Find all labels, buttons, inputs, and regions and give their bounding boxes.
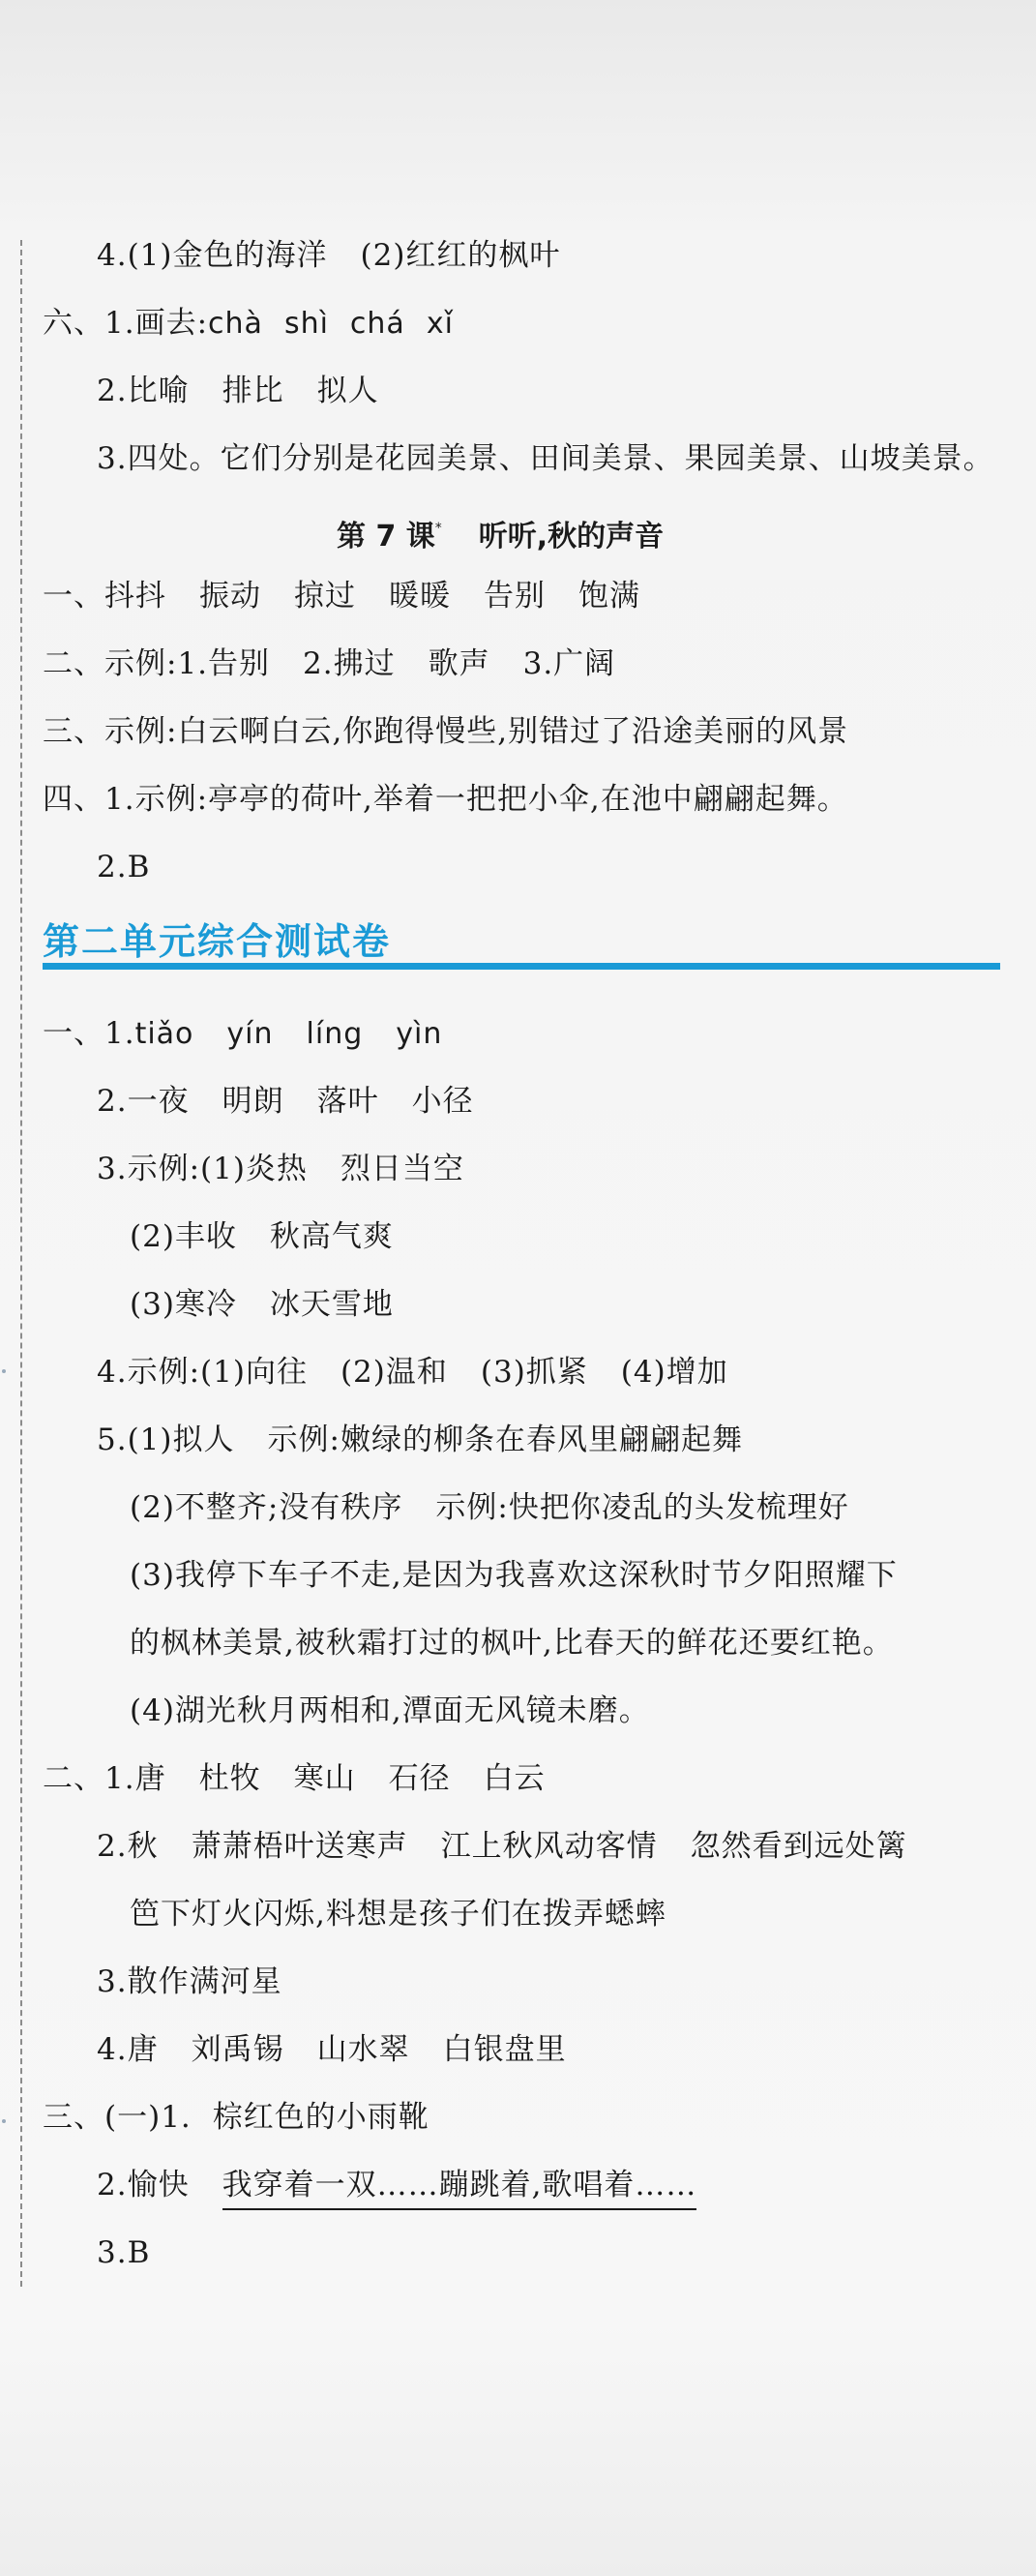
answer-text: 3.广阔 [522, 646, 616, 681]
lesson-answer-3 [43, 710, 848, 753]
pinyin-text: xǐ [426, 307, 454, 341]
unit-answer-1-5-4 [130, 1690, 650, 1732]
answer-text: 明朗 [222, 1084, 284, 1119]
unit-answer-3-2 [97, 2164, 696, 2210]
unit-answer-1-2 [97, 1080, 474, 1123]
item-label: 2. [97, 1829, 128, 1864]
answer-text: (2)温和 [340, 1355, 448, 1390]
answer-text: 示例:白云啊白云,你跑得慢些,别错过了沿途美丽的风景 [104, 714, 849, 749]
answer-text: 秋高气爽 [269, 1219, 394, 1254]
answer-text: (4)湖光秋月两相和,潭面无风镜未磨。 [130, 1693, 650, 1728]
unit-answer-1-4 [97, 1351, 728, 1393]
left-margin-rule [20, 240, 22, 2287]
answer-text: 画去: [134, 306, 209, 341]
answer-text: 散作满河星 [127, 1964, 282, 1999]
answer-text: 白银盘里 [442, 2032, 567, 2067]
answer-text: 杜牧 [198, 1761, 261, 1796]
answer-text: 江上秋风动客情 [440, 1829, 658, 1864]
pinyin-text: líng [306, 1017, 364, 1051]
pinyin-text: shì [283, 307, 329, 341]
answer-text: 示例:快把你凌乱的头发梳理好 [435, 1490, 849, 1525]
pinyin-text: chá [349, 307, 405, 341]
pinyin-text: yín [226, 1017, 274, 1051]
answer-text: 棕红色的小雨靴 [212, 2100, 429, 2135]
item-label: 2. [97, 374, 128, 408]
unit-answer-1-3 [97, 1148, 464, 1190]
answer-text: B [127, 850, 151, 884]
item-label: 4. [97, 1355, 128, 1390]
lesson-answer-2 [43, 643, 615, 685]
unit-answer-2-1 [43, 1757, 546, 1800]
answer-text: (1)拟人 [127, 1423, 235, 1457]
answer-text: (3)寒冷 [130, 1287, 237, 1322]
lesson-answer-1 [43, 575, 640, 617]
lesson-number: 第 7 课 [337, 520, 435, 554]
item-label: 3. [97, 441, 128, 476]
answer-line-4 [97, 234, 560, 277]
item-label: 一、1. [43, 1016, 135, 1051]
lesson-mark: * [434, 521, 442, 536]
answer-text: 2.拂过 [303, 646, 396, 681]
answer-text: 笆下灯火闪烁,料想是孩子们在拨弄蟋蟀 [130, 1897, 666, 1932]
item-label: 3. [97, 1152, 128, 1186]
answer-text: 小径 [411, 1084, 474, 1119]
answer-text: (3)我停下车子不走,是因为我喜欢这深秋时节夕阳照耀下 [130, 1558, 898, 1593]
answer-text: (4)增加 [620, 1355, 728, 1390]
answer-text: 白云 [483, 1761, 546, 1796]
item-label: 四、 [43, 782, 104, 817]
answer-text: 秋 [127, 1829, 159, 1864]
item-label: 2. [97, 2168, 128, 2202]
answer-text: 比喻 [127, 374, 190, 408]
unit-test-title: 第二单元综合测试卷 [43, 920, 392, 963]
unit-answer-1-1 [43, 1012, 442, 1056]
item-label: 一、 [43, 579, 104, 614]
answer-line-six-3 [97, 437, 994, 480]
unit-answer-1-3-2 [130, 1215, 394, 1258]
answer-text: 排比 [222, 374, 284, 408]
item-label: 三、 [43, 714, 104, 749]
item-label: 3. [97, 1964, 128, 1999]
margin-speck [2, 1369, 6, 1373]
unit-answer-2-3 [97, 1961, 282, 2003]
answer-text: 1.示例:亭亭的荷叶,举着一把把小伞,在池中翩翩起舞。 [104, 782, 848, 817]
answer-text: 的枫林美景,被秋霜打过的枫叶,比春天的鲜花还要红艳。 [130, 1626, 894, 1661]
item-label: 2. [97, 850, 128, 884]
answer-text: 愉快 [127, 2168, 190, 2202]
answer-text: 刘禹锡 [191, 2032, 284, 2067]
answer-text: (1)金色的海洋 [127, 238, 328, 273]
unit-title-bar [43, 963, 1000, 970]
item-label: 5. [97, 1423, 128, 1457]
unit-answer-3-3 [97, 2232, 150, 2274]
answer-text: 一夜 [127, 1084, 190, 1119]
answer-text: 烈日当空 [340, 1152, 464, 1186]
unit-answer-2-2-cont [130, 1893, 666, 1935]
lesson-heading [337, 507, 664, 558]
item-label: 2. [97, 1084, 128, 1119]
answer-text: 四处。它们分别是花园美景、田间美景、果园美景、山坡美景。 [127, 441, 994, 476]
answer-text: B [127, 2235, 151, 2270]
unit-answer-1-3-3 [130, 1283, 394, 1326]
answer-text: 唐 [134, 1761, 166, 1796]
answer-line-six-2 [97, 370, 379, 412]
answer-text: 唐 [127, 2032, 159, 2067]
item-label: 4. [97, 238, 128, 273]
lesson-answer-4 [43, 778, 848, 821]
answer-text: 饱满 [578, 579, 640, 614]
lesson-answer-4-2 [97, 846, 150, 888]
answer-line-six-1 [43, 302, 454, 345]
answer-text: (1)向往 [200, 1355, 308, 1390]
item-label: 3. [97, 2235, 128, 2270]
pinyin-text: tiǎo [134, 1017, 194, 1051]
unit-answer-1-5 [97, 1419, 743, 1461]
item-label: 二、1. [43, 1761, 135, 1796]
answer-text: (3)抓紧 [480, 1355, 588, 1390]
answer-text: 示例:(1)炎热 [127, 1152, 308, 1186]
answer-text: 示例: [127, 1355, 201, 1390]
underlined-answer: 我穿着一双……蹦跳着,歌唱着…… [222, 2164, 697, 2210]
answer-text: 暖暖 [389, 579, 451, 614]
answer-text: (2)红红的枫叶 [360, 238, 561, 273]
lesson-title: 听听,秋的声音 [478, 520, 665, 554]
unit-answer-1-5-3 [130, 1554, 898, 1597]
answer-text: 掠过 [294, 579, 356, 614]
answer-text: 忽然看到远处篱 [690, 1829, 907, 1864]
answer-text: 落叶 [316, 1084, 379, 1119]
answer-text: 示例: [104, 646, 178, 681]
answer-text: 山水翠 [316, 2032, 410, 2067]
answer-text: 示例:嫩绿的柳条在春风里翩翩起舞 [267, 1423, 743, 1457]
answer-text: 拟人 [316, 374, 379, 408]
pinyin-text: yìn [396, 1017, 443, 1051]
item-label: 二、 [43, 646, 104, 681]
answer-text: 萧萧梧叶送寒声 [191, 1829, 408, 1864]
unit-answer-3-1 [43, 2096, 429, 2139]
answer-text: 振动 [199, 579, 261, 614]
item-label: 三、(一)1. [43, 2100, 192, 2135]
answer-text: 石径 [388, 1761, 451, 1796]
item-label: 六、1. [43, 306, 135, 341]
unit-answer-2-2 [97, 1825, 907, 1868]
pinyin-text: chà [208, 307, 263, 341]
answer-text: 1.告别 [177, 646, 271, 681]
item-label: 4. [97, 2032, 128, 2067]
answer-text: (2)不整齐;没有秩序 [130, 1490, 403, 1525]
answer-text: 告别 [484, 579, 546, 614]
answer-text: 歌声 [428, 646, 490, 681]
answer-text: 冰天雪地 [269, 1287, 394, 1322]
unit-answer-1-5-3-cont [130, 1622, 894, 1664]
answer-text: 抖抖 [104, 579, 166, 614]
margin-speck [2, 2119, 6, 2123]
unit-answer-2-4 [97, 2028, 567, 2071]
unit-answer-1-5-2 [130, 1486, 849, 1529]
answer-text: (2)丰收 [130, 1219, 237, 1254]
answer-text: 寒山 [293, 1761, 356, 1796]
